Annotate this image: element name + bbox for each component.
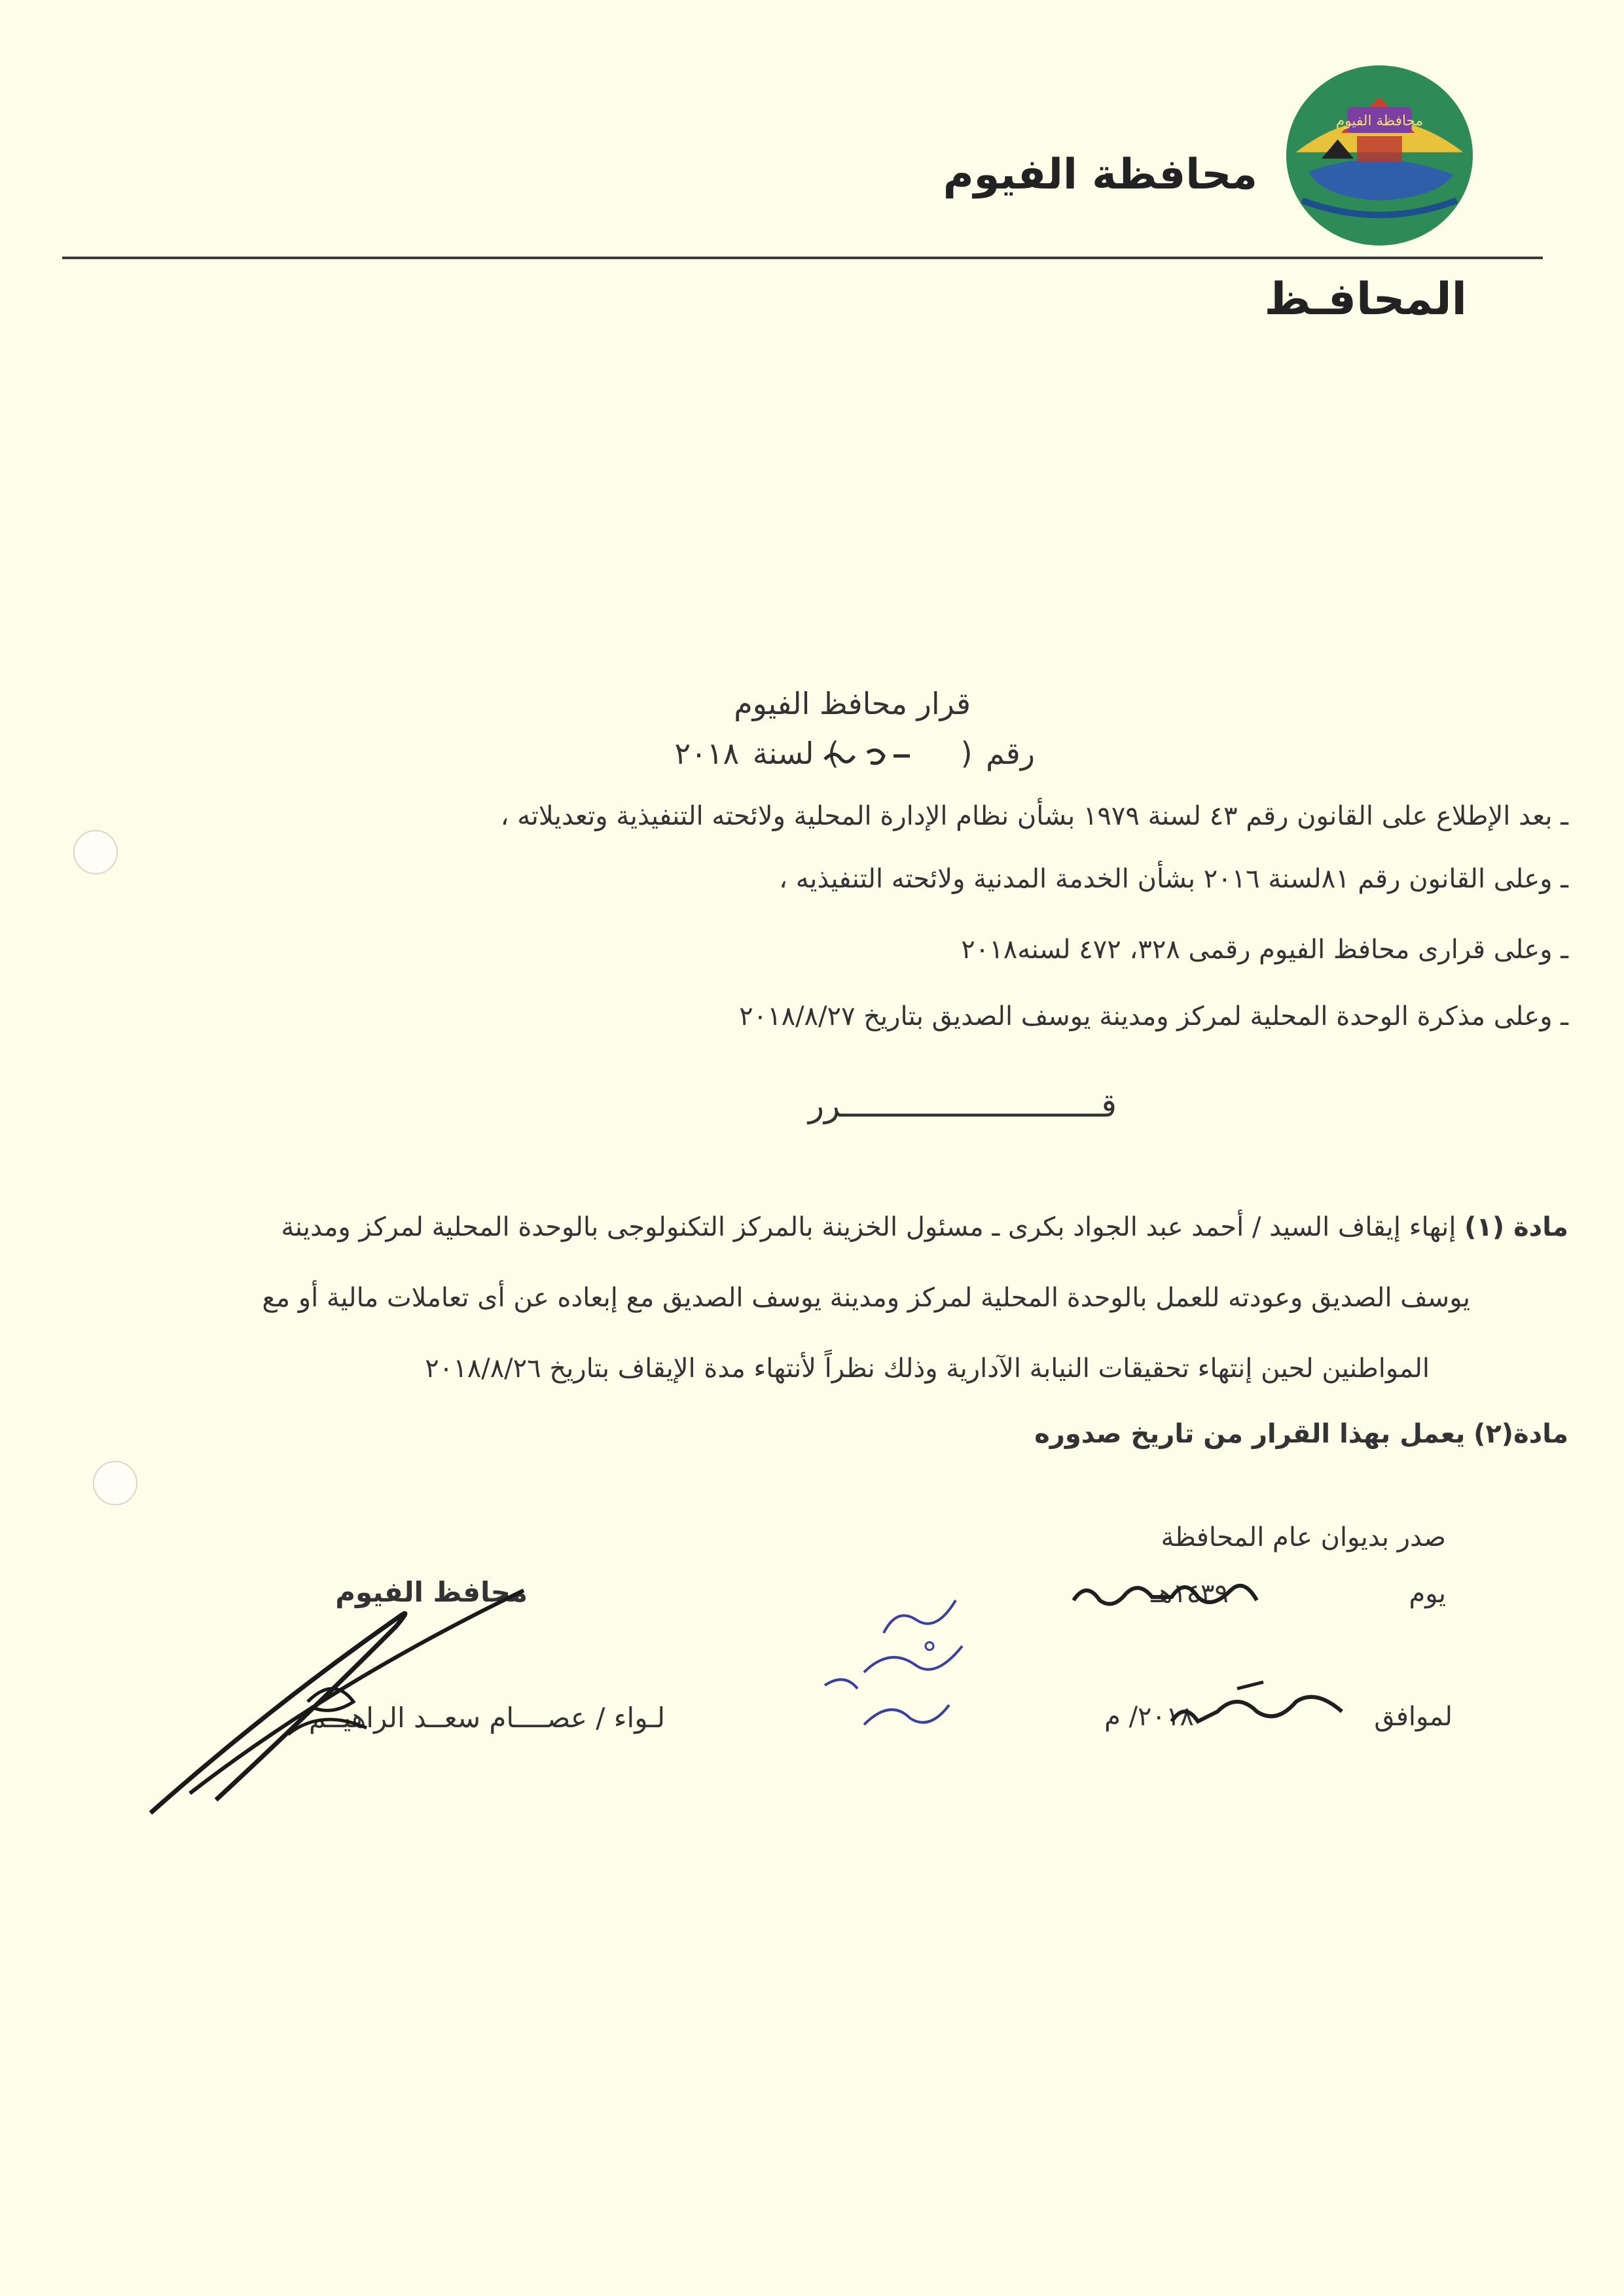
handwritten-initials	[766, 1574, 1001, 1770]
governor-title: محافظ الفيوم	[335, 1576, 528, 1608]
logo-text: محافظة الفيوم	[1335, 113, 1424, 130]
hijri-year: ١٤٣٩هـ	[1151, 1579, 1229, 1609]
article-1-label: مادة (١)	[1464, 1212, 1568, 1242]
governorate-name: محافظة الفيوم	[943, 151, 1257, 199]
article-1-line-2: يوسف الصديق وعودته للعمل بالوحدة المحلية لمركز ومدينة يوسف الصديق مع إبعاده عن أى تعاملات مالية أو مع	[262, 1283, 1470, 1313]
article-1-line-1	[281, 1212, 1568, 1242]
corresponding-prefix: لموافق	[1374, 1702, 1453, 1732]
preamble-item: ـ وعلى قرارى محافظ الفيوم رقمى ٣٢٨، ٤٧٢ لسنه٢٠١٨	[961, 935, 1568, 965]
governorate-logo	[1283, 62, 1476, 249]
governor-signature	[137, 1577, 543, 1826]
article-2-label: مادة(٢)	[1473, 1419, 1568, 1449]
governor-name: لـواء / عصــــام سعــد الراهيــم	[308, 1702, 665, 1734]
article-1-text: إنهاء إيقاف السيد / أحمد عبد الجواد بكرى ـ مسئول الخزينة بالمركز التكنولوجى بالوحدة المحلية لمركز ومدينة	[281, 1212, 1456, 1242]
punch-hole	[93, 1461, 137, 1505]
handwritten-gregorian-date	[1159, 1676, 1368, 1741]
handwritten-hijri-date	[1060, 1564, 1276, 1623]
preamble-item: ـ وعلى مذكرة الوحدة المحلية لمركز ومدينة يوسف الصديق بتاريخ ٢٠١٨/٨/٢٧	[739, 1001, 1568, 1031]
decision-heading: قـــــــــــــــــــــــــــرر	[808, 1086, 1117, 1124]
preamble-item: ـ بعد الإطلاع على القانون رقم ٤٣ لسنة ١٩٧٩ بشأن نظام الإدارة المحلية ولائحته التنفيذية وتعديلاته ،	[500, 801, 1568, 831]
preamble-item: ـ وعلى القانون رقم ٨١لسنة ٢٠١٦ بشأن الخدمة المدنية ولائحته التنفيذيه ،	[779, 864, 1568, 894]
header-divider	[62, 257, 1543, 259]
decree-number: رقم ( ) لسنة ٢٠١٨	[674, 736, 1035, 771]
article-2	[1034, 1419, 1568, 1449]
office-title: المحافـظ	[1264, 274, 1467, 325]
day-prefix: يوم	[1409, 1579, 1446, 1609]
article-2-text: يعمل بهذا القرار من تاريخ صدوره	[1034, 1419, 1466, 1449]
article-1-line-3: المواطنين لحين إنتهاء تحقيقات النيابة الآدارية وذلك نظراً لأنتهاء مدة الإيقاف بتاريخ ٢٠١٨/٨/٢٦	[425, 1354, 1430, 1384]
punch-hole	[73, 830, 118, 874]
gregorian-year: ٢٠١٨/	[1128, 1702, 1194, 1732]
decree-title: قرار محافظ الفيوم	[734, 686, 971, 721]
handwritten-decree-number	[818, 736, 916, 776]
issued-at: صدر بديوان عام المحافظة	[1161, 1522, 1446, 1552]
gregorian-suffix: م	[1104, 1702, 1121, 1732]
